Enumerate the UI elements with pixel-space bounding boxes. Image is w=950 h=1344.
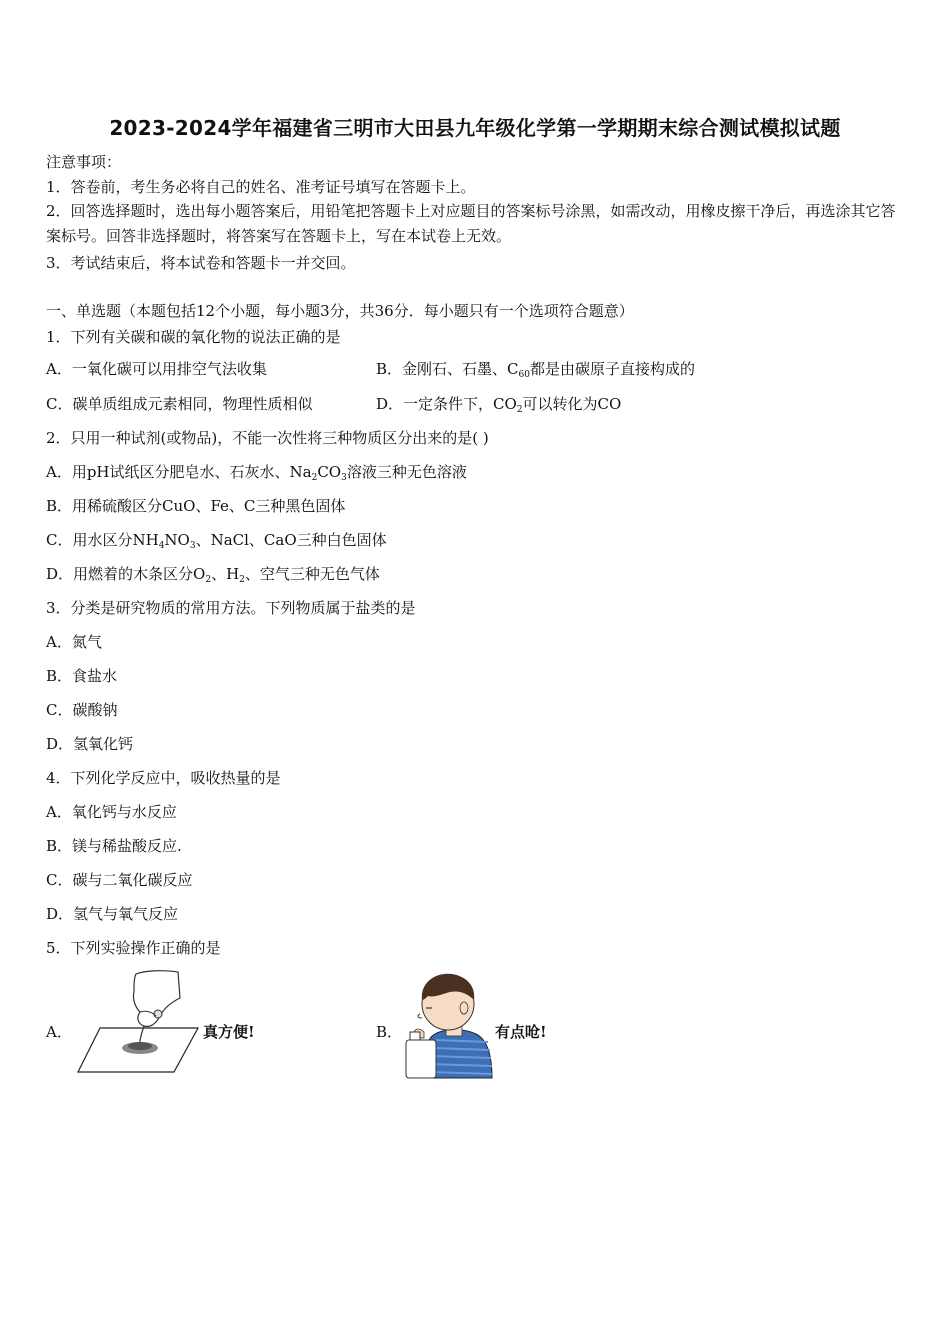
q5-option-b-speech: 有点呛! [495, 1023, 547, 1041]
q5-option-b-label[interactable]: B． [376, 1023, 403, 1041]
q1-stem: 1．下列有关碳和碳的氧化物的说法正确的是 [46, 328, 341, 346]
q2-option-b[interactable]: B．用稀硫酸区分CuO、Fe、C三种黑色固体 [46, 497, 346, 515]
q4-stem: 4．下列化学反应中，吸收热量的是 [46, 769, 281, 787]
q2-option-a[interactable]: A．用pH试纸区分肥皂水、石灰水、$Na_2CO_3$溶液三种无色溶液 [46, 463, 467, 483]
section-heading: 一、单选题（本题包括12个小题，每小题3分，共36分．每小题只有一个选项符合题意） [46, 302, 634, 320]
page-title: 2023-2024学年福建省三明市大田县九年级化学第一学期期末综合测试模拟试题 [109, 116, 841, 140]
q3-option-d[interactable]: D．氢氧化钙 [46, 735, 134, 753]
q3-stem: 3．分类是研究物质的常用方法。下列物质属于盐类的是 [46, 599, 416, 617]
notice-item-1: 1．答卷前，考生务必将自己的姓名、准考证号填写在答题卡上。 [46, 178, 476, 196]
q2-stem: 2．只用一种试剂(或物品)，不能一次性将三种物质区分出来的是( ) [46, 429, 489, 447]
q1-option-b[interactable]: B．金刚石、石墨、$C_{60}$都是由碳原子直接构成的 [376, 360, 695, 380]
notice-heading: 注意事项： [46, 153, 122, 171]
hand-touching-chemical-illustration [74, 968, 202, 1076]
notice-item-3: 3．考试结束后，将本试卷和答题卡一并交回。 [46, 254, 356, 272]
q3-option-b[interactable]: B．食盐水 [46, 667, 118, 685]
q4-option-b[interactable]: B．镁与稀盐酸反应. [46, 837, 182, 855]
q5-stem: 5．下列实验操作正确的是 [46, 939, 221, 957]
q4-option-d[interactable]: D．氢气与氧气反应 [46, 905, 179, 923]
notice-item-2: 2．回答选择题时，选出每小题答案后，用铅笔把答题卡上对应题目的答案标号涂黑，如需改动，用橡皮擦干净后，再选涂其它答案标号。回答非选择题时，将答案写在答题卡上，写在本试卷上无效。 [46, 202, 896, 245]
q4-option-a[interactable]: A．氧化钙与水反应 [46, 803, 177, 821]
q2-option-c[interactable]: C．用水区分$NH_4NO_3$、NaCl、CaO三种白色固体 [46, 531, 387, 551]
q3-option-c[interactable]: C．碳酸钠 [46, 701, 118, 719]
q5-option-a-label[interactable]: A． [46, 1023, 72, 1041]
q1-option-c[interactable]: C．碳单质组成元素相同，物理性质相似 [46, 395, 313, 413]
q5-option-a-speech: 真方便! [203, 1023, 255, 1041]
q2-option-d[interactable]: D．用燃着的木条区分$O_2$、$H_2$、空气三种无色气体 [46, 565, 380, 585]
boy-smelling-bottle-illustration [402, 970, 494, 1080]
q1-option-d[interactable]: D．一定条件下，$CO_2$可以转化为CO [376, 395, 622, 415]
q1-option-a[interactable]: A．一氧化碳可以用排空气法收集 [46, 360, 267, 378]
q4-option-c[interactable]: C．碳与二氧化碳反应 [46, 871, 193, 889]
q3-option-a[interactable]: A．氮气 [46, 633, 102, 651]
